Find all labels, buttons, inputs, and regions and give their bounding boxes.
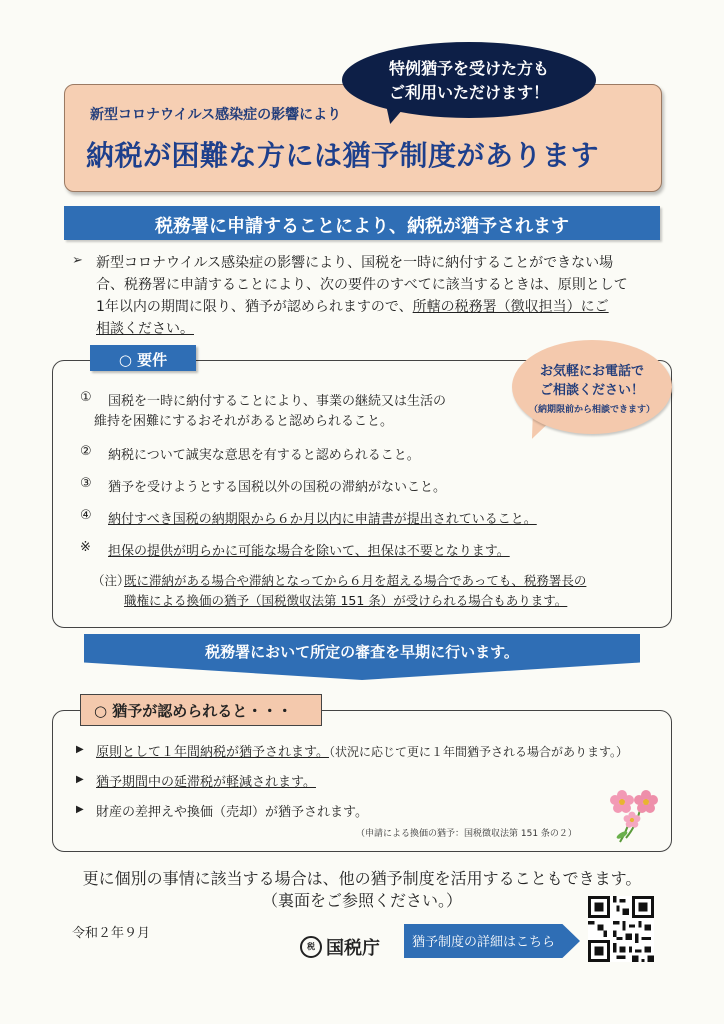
requirement-number: ※ [80, 540, 91, 555]
requirement-number: ① [80, 390, 92, 405]
requirement-text: 猶予を受けようとする国税以外の国税の滞納がないこと。 [108, 480, 447, 495]
call-bubble-line1: お気軽にお電話で [539, 364, 644, 379]
qr-code-icon[interactable] [588, 896, 654, 962]
speech-bubble-line1: 特例猶予を受けた方も [388, 59, 549, 78]
requirement-text: 納付すべき国税の納期限から６か月以内に申請書が提出されていること。 [108, 512, 537, 527]
requirement-number: ② [80, 444, 92, 459]
intro-contact-text: 所轄の税務署（徴収担当）にご [412, 299, 609, 315]
intro-line2: 合、税務署に申請することにより、次の要件のすべてに該当するときは、原則として [96, 277, 628, 293]
requirements-heading: ○ 要件 [118, 351, 168, 369]
requirement-text: 担保の提供が明らかに可能な場合を除いて、担保は不要となります。 [108, 544, 510, 559]
grant-note: （申請による換価の猶予：国税徴収法第 151 条の２） [356, 829, 577, 839]
grant-item [96, 741, 628, 760]
grant-item-extra: （状況に応じて更に１年間猶予される場合があります。） [328, 745, 629, 759]
details-link-label[interactable]: 猶予制度の詳細はこちら [412, 935, 556, 950]
section-banner-text: 税務署に申請することにより、納税が猶予されます [155, 216, 569, 237]
call-bubble-line3: （納期限前から相談できます） [528, 405, 655, 415]
header-subtitle: 新型コロナウイルス感染症の影響により [90, 107, 342, 123]
footer-line2: （裏面をご参照ください。） [261, 891, 462, 910]
requirement-text: 国税を一時に納付することにより、事業の継続又は生活の [108, 394, 447, 409]
speech-bubble-line2: ご利用いただけます！ [388, 83, 549, 102]
note-label: （注） [92, 573, 130, 588]
grant-item-text: 財産の差押えや換価（売却）が猶予されます。 [96, 805, 368, 820]
requirement-text: 維持を困難にするおそれがあると認められること。 [94, 414, 394, 429]
call-bubble-line2: ご相談ください！ [539, 383, 644, 398]
requirement-text: 納税について誠実な意思を有すると認められること。 [108, 448, 420, 463]
footer-line1: 更に個別の事情に該当する場合は、他の猶予制度を活用することもできます。 [82, 869, 642, 888]
nta-logo-icon: 税 [300, 936, 322, 958]
flower-illustration [600, 780, 668, 846]
page-title: 納税が困難な方には猶予制度があります [86, 139, 600, 172]
note-text: 職権による換価の猶予（国税徴収法第 151 条）が受けられる場合もあります。 [124, 593, 568, 608]
bullet-triangle-icon: ▶ [76, 744, 84, 755]
process-arrow-text: 税務署において所定の審査を早期に行います。 [205, 643, 519, 661]
agency-name: 国税庁 [326, 938, 380, 959]
requirement-number: ③ [80, 476, 92, 491]
intro-line3-text: 1年以内の期間に限り、猶予が認められますので、 [96, 299, 413, 315]
bullet-triangle-icon: ▶ [76, 804, 84, 815]
requirement-number: ④ [80, 508, 92, 523]
grant-heading: ○ 猶予が認められると・・・ [94, 702, 293, 720]
bullet-triangle-icon: ▶ [76, 774, 84, 785]
intro-line4: 相談ください。 [96, 321, 194, 337]
intro-line1: 新型コロナウイルス感染症の影響により、国税を一時に納付することができない場 [96, 255, 614, 271]
bullet-arrow-icon: ➢ [72, 253, 83, 268]
intro-line3 [96, 296, 609, 316]
grant-item-text: 原則として１年間納税が猶予されます。 [96, 745, 329, 760]
issue-date: 令和２年９月 [72, 926, 151, 941]
note-text: 既に滞納がある場合や滞納となってから６月を超える場合であっても、税務署長の [124, 573, 587, 588]
grant-item-text: 猶予期間中の延滞税が軽減されます。 [96, 775, 316, 790]
